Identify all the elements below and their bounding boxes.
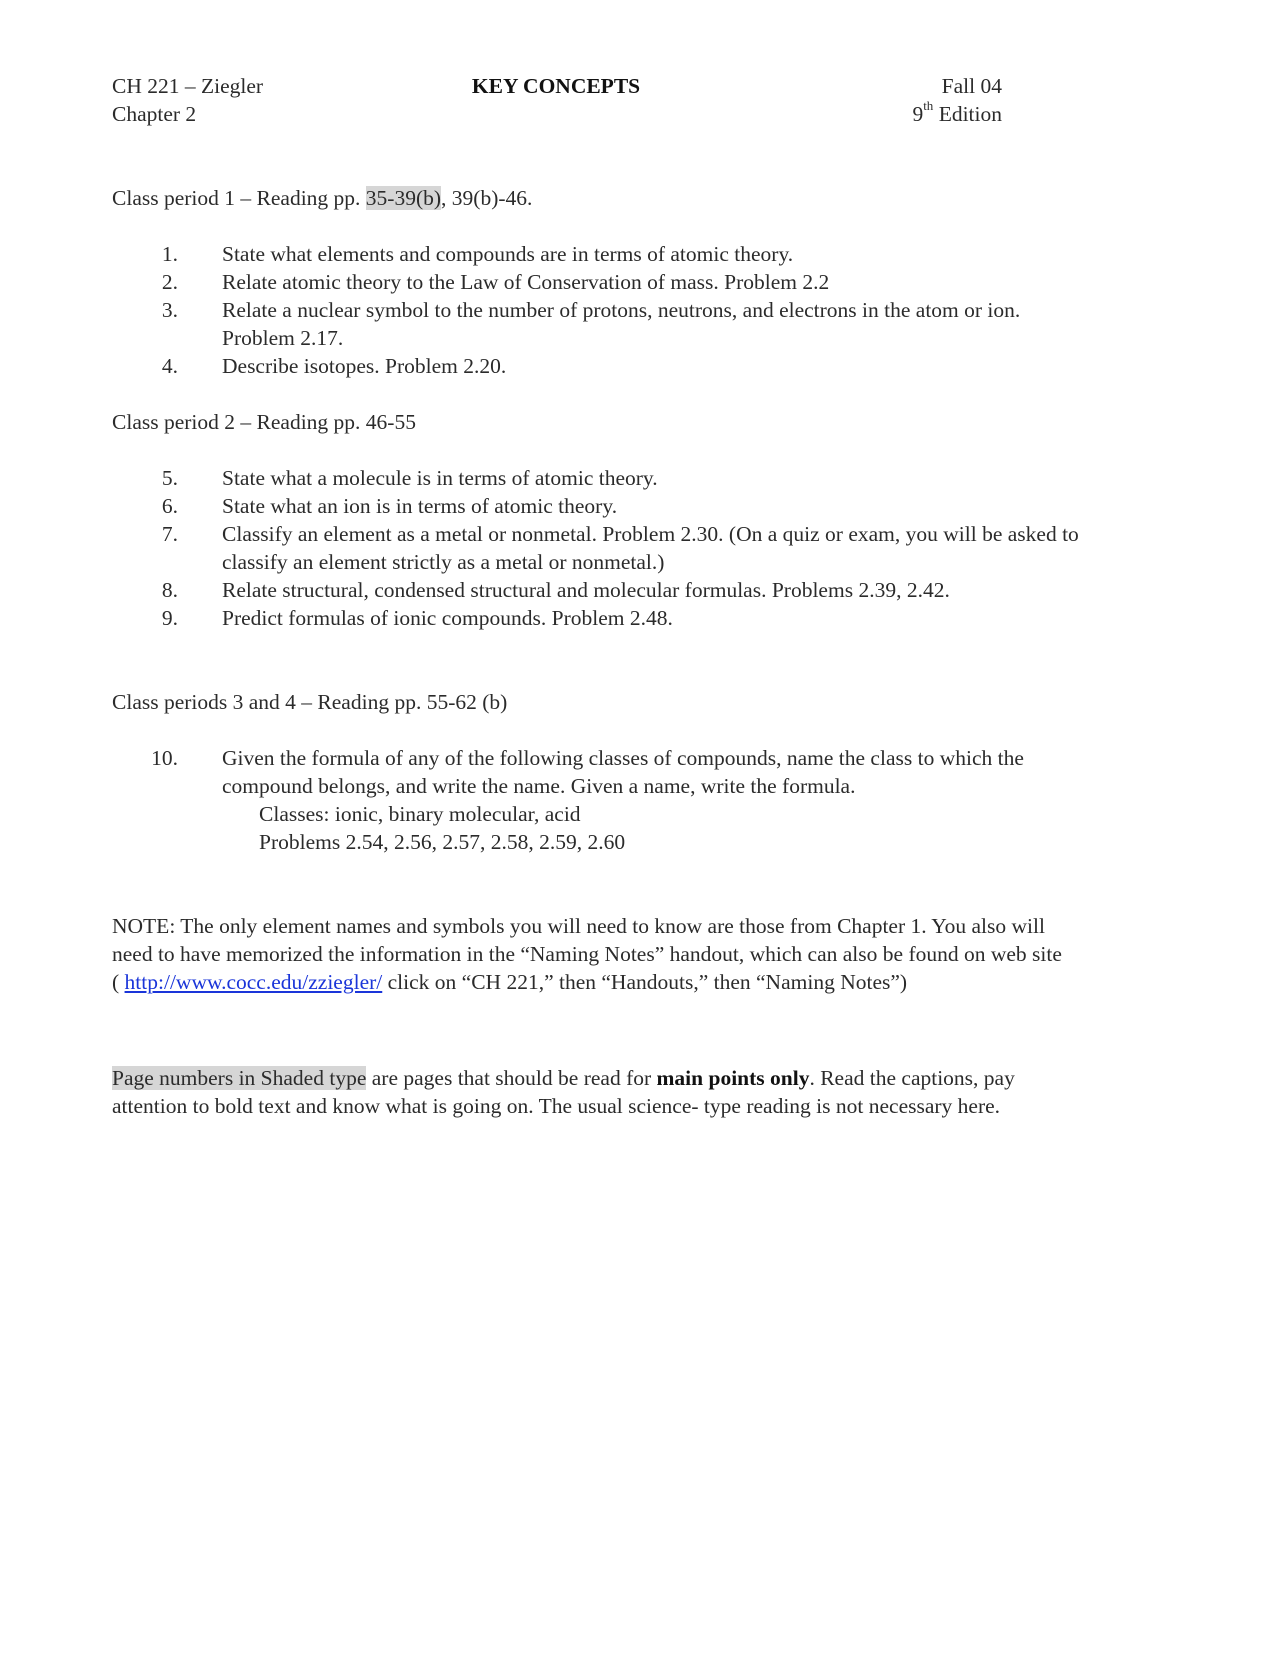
explanation-line1 bbox=[112, 1064, 1202, 1092]
problems-line: Problems 2.54, 2.56, 2.57, 2.58, 2.59, 2.60 bbox=[259, 830, 626, 854]
page-title: KEY CONCEPTS bbox=[471, 74, 641, 98]
edition-suffix: th bbox=[923, 97, 934, 113]
period34-heading: Class periods 3 and 4 – Reading pp. 55-62 (b) bbox=[112, 690, 508, 714]
item-number: 9. bbox=[161, 606, 178, 630]
edition-number: 9 bbox=[912, 102, 924, 126]
item-number: 8. bbox=[161, 578, 178, 602]
period34-list bbox=[151, 744, 1195, 856]
item-text: Predict formulas of ionic compounds. Problem 2.48. bbox=[222, 606, 673, 630]
item-number: 4. bbox=[161, 354, 178, 378]
list-item bbox=[151, 744, 1195, 856]
classes-line: Classes: ionic, binary molecular, acid bbox=[259, 802, 581, 826]
shading-explanation bbox=[112, 1064, 1202, 1120]
note-line1: NOTE: The only element names and symbols you will need to know are those from Chapter 1. You also will bbox=[112, 914, 1045, 938]
item-number: 6. bbox=[161, 494, 178, 518]
course-name: CH 221 – Ziegler bbox=[112, 74, 264, 98]
note-line3-start: ( bbox=[112, 970, 125, 994]
item-text: Relate structural, condensed structural and molecular formulas. Problems 2.39, 2.42. bbox=[222, 578, 950, 602]
item-number: 2. bbox=[161, 270, 178, 294]
item-text-line1: Classify an element as a metal or nonmetal. Problem 2.30. (On a quiz or exam, you will be asked to bbox=[222, 522, 1079, 546]
item-text: Relate atomic theory to the Law of Conservation of mass. Problem 2.2 bbox=[222, 270, 830, 294]
list-item bbox=[161, 352, 1185, 380]
item-text-line2: classify an element strictly as a metal or nonmetal.) bbox=[222, 550, 665, 574]
list-item bbox=[161, 464, 1195, 492]
note-line3 bbox=[112, 968, 1202, 996]
item-text-line2: compound belongs, and write the name. Given a name, write the formula. bbox=[222, 774, 856, 798]
item-text: Describe isotopes. Problem 2.20. bbox=[222, 354, 507, 378]
item-number: 3. bbox=[161, 298, 178, 322]
note-line3-end: click on “CH 221,” then “Handouts,” then “Naming Notes”) bbox=[382, 970, 908, 994]
list-item bbox=[161, 492, 1195, 520]
period1-heading-text: Class period 1 – Reading pp. bbox=[112, 186, 366, 210]
item-text-line1: Given the formula of any of the following classes of compounds, name the class to which the bbox=[222, 746, 1024, 770]
period1-heading bbox=[112, 184, 532, 212]
period2-list bbox=[161, 464, 1195, 632]
emphasis-text: main points only bbox=[656, 1066, 810, 1090]
item-number: 7. bbox=[161, 522, 178, 546]
list-item bbox=[161, 296, 1185, 352]
list-item bbox=[161, 604, 1195, 632]
period2-heading: Class period 2 – Reading pp. 46-55 bbox=[112, 410, 416, 434]
edition-label bbox=[896, 97, 1002, 128]
period1-list bbox=[161, 240, 1185, 380]
chapter-label: Chapter 2 bbox=[112, 102, 197, 126]
website-link[interactable]: http://www.cocc.edu/zziegler/ bbox=[124, 970, 383, 994]
item-text: State what an ion is in terms of atomic theory. bbox=[222, 494, 618, 518]
shaded-pages: 35-39(b) bbox=[365, 186, 442, 210]
list-item bbox=[161, 576, 1195, 604]
note-paragraph bbox=[112, 912, 1202, 996]
item-text-line1: Relate a nuclear symbol to the number of protons, neutrons, and electrons in the atom or ion. bbox=[222, 298, 1021, 322]
explanation-text-end: . Read the captions, pay bbox=[809, 1066, 1015, 1090]
note-line2: need to have memorized the information in the “Naming Notes” handout, which can also be found on web site bbox=[112, 942, 1062, 966]
item-text-line2: Problem 2.17. bbox=[222, 326, 344, 350]
item-number: 5. bbox=[161, 466, 178, 490]
shaded-sample: Page numbers in Shaded type bbox=[112, 1066, 367, 1090]
period1-heading-rest: , 39(b)-46. bbox=[441, 186, 533, 210]
list-item bbox=[161, 520, 1195, 576]
list-item bbox=[161, 240, 1185, 268]
explanation-line2: attention to bold text and know what is going on. The usual science- type reading is not necessary here. bbox=[112, 1094, 1001, 1118]
item-text: State what elements and compounds are in terms of atomic theory. bbox=[222, 242, 794, 266]
explanation-text: are pages that should be read for bbox=[366, 1066, 657, 1090]
item-number: 1. bbox=[161, 242, 178, 266]
item-text: State what a molecule is in terms of atomic theory. bbox=[222, 466, 658, 490]
term-label: Fall 04 bbox=[941, 74, 1002, 98]
item-number: 10. bbox=[151, 746, 178, 770]
list-item bbox=[161, 268, 1185, 296]
edition-word: Edition bbox=[933, 102, 1002, 126]
